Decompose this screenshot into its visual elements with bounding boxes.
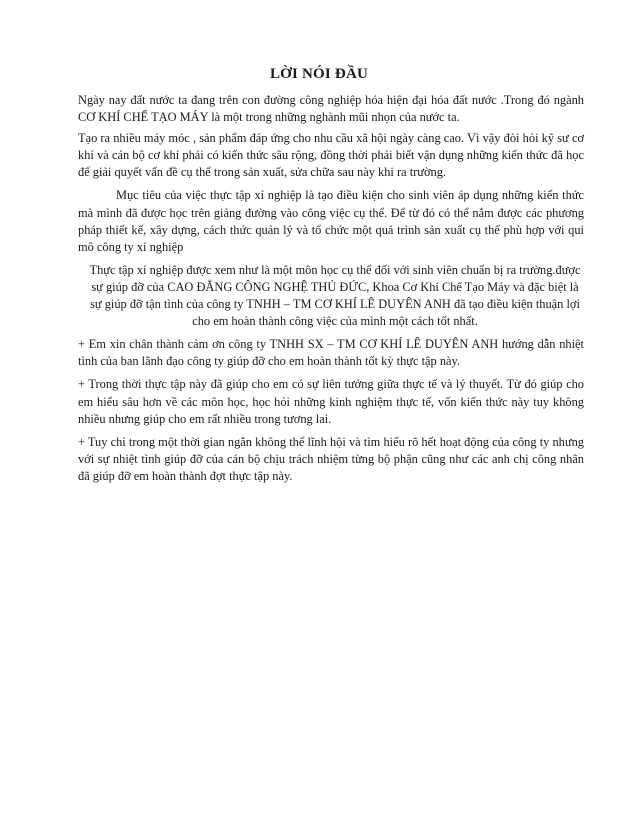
paragraph-objective: Mục tiêu của việc thực tập xí nghiệp là tạo điều kiện cho sinh viên áp dụng những kiến thức mà mình đã được học trên giảng đường vào công việc cụ thể. Để từ đó có thể nắm được các phương pháp thiết kế, xây dựng, cách thức quản lý và tổ chức một quá trình sản xuất cụ thể phù hợp với qui mô công ty xí nghiệp bbox=[78, 188, 584, 254]
paragraph-requirements: Tạo ra nhiều máy móc , sản phẩm đáp ứng cho nhu cầu xã hội ngày càng cao. Vì vậy đòi hỏi kỹ sư cơ khí và cán bộ cơ khí phải có kiến thức sâu rộng, đồng thời phải biết vận dụng những kiến thức đã học để giải quyết vấn đề cụ thể trong sản xuất, sửa chữa sau này khi ra trường. bbox=[78, 131, 584, 180]
page-title: LỜI NÓI ĐẦU bbox=[269, 66, 369, 82]
paragraph-intro: Ngày nay đất nước ta đang trên con đường công nghiệp hóa hiện đại hóa đất nước .Trong đó ngành CƠ KHÍ CHẾ TẠO MÁY là một trong những nghành mũi nhọn của nước ta. bbox=[78, 93, 584, 125]
paragraph-closing: + Tuy chỉ trong một thời gian ngắn không thể lĩnh hội và tìm hiểu rõ hết hoạt động của công ty nhưng với sự nhiệt tình giúp đỡ của cán bộ chịu trách nhiệm từng bộ phận cũng như các anh chị công nhân đã giúp đỡ em hoàn thành đợt thực tập này. bbox=[78, 434, 584, 483]
paragraph-thanks-company: + Em xin chân thành cảm ơn công ty TNHH SX – TM CƠ KHÍ LÊ DUYÊN ANH hướng dẫn nhiệt tình của ban lãnh đạo công ty giúp đỡ cho em hoàn thành tốt kỳ thực tập này. bbox=[78, 337, 584, 369]
document-body bbox=[78, 92, 584, 491]
paragraph-theory-practice: + Trong thời thực tập này đã giúp cho em có sự liên tưởng giữa thực tế và lý thuyết. Từ đó giúp cho em hiểu sâu hơn về các môn học, học hỏi những kinh nghiệm thực tế, vốn kiến thức này tuy không nhiều nhưng giúp cho em rất nhiều trong tương lai. bbox=[78, 377, 584, 426]
paragraph-internship: Thực tập xí nghiệp được xem như là một môn học cụ thể đối với sinh viên chuẩn bị ra trường.được sự giúp đỡ của CAO ĐẲNG CÔNG NGHỆ THỦ ĐỨC, Khoa Cơ Khí Chế Tạo Máy và đặc biệt là sự giúp đỡ tận tình của công ty TNHH – TM CƠ KHÍ LÊ DUYÊN ANH đã tạo điều kiện thuận lợi cho em hoàn thành công việc của mình một cách tốt nhất. bbox=[89, 262, 581, 329]
